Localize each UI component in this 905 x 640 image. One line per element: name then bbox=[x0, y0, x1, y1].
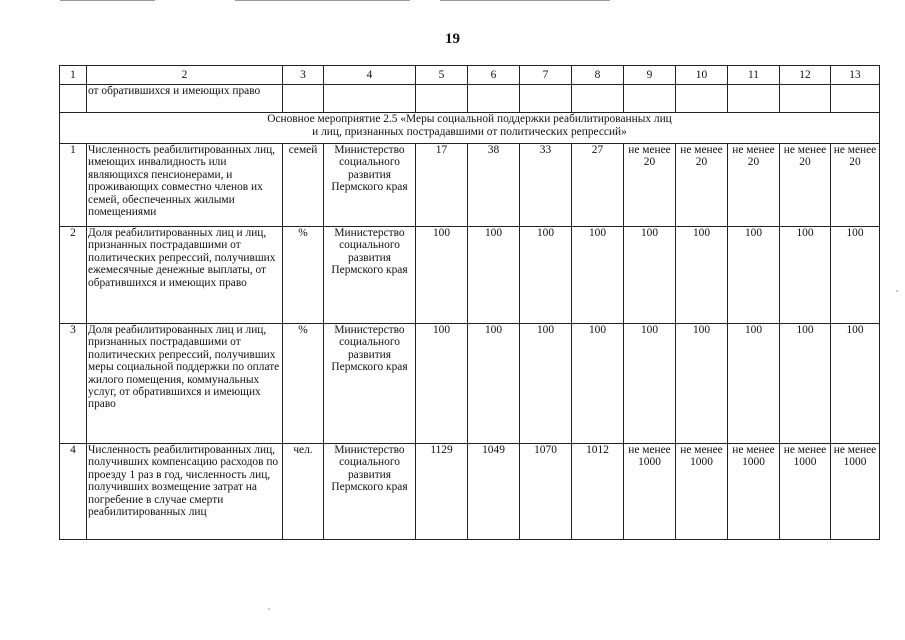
value-cell: 100 bbox=[468, 324, 520, 444]
column-number-row bbox=[60, 66, 880, 85]
value-cell: 100 bbox=[624, 227, 676, 324]
section-header-row bbox=[60, 113, 880, 144]
row-number: 3 bbox=[60, 324, 87, 444]
value-cell: 100 bbox=[728, 227, 780, 324]
value-cell: 100 bbox=[676, 227, 728, 324]
column-number-cell: 12 bbox=[780, 66, 831, 85]
value-cell: 38 bbox=[468, 144, 520, 227]
value-cell: 100 bbox=[468, 227, 520, 324]
value-cell: 100 bbox=[728, 324, 780, 444]
value-cell: 100 bbox=[572, 227, 624, 324]
value-cell: не менее 1000 bbox=[676, 444, 728, 540]
column-number-cell: 9 bbox=[624, 66, 676, 85]
indicator-name: Численность реабилитированных лиц, получивших компенсацию расходов по проезду 1 раз в год, численность лиц, получивших возмещение затрат на погребение в случае смерти реабилитированных лиц bbox=[87, 444, 283, 540]
section-header-line1: Основное мероприятие 2.5 «Меры социальной поддержки реабилитированных лиц bbox=[267, 113, 672, 125]
table-row bbox=[60, 324, 880, 444]
responsible-cell: Министерство социального развития Пермского края bbox=[324, 227, 416, 324]
empty-cell bbox=[728, 85, 780, 113]
value-cell: 100 bbox=[831, 324, 880, 444]
value-cell: 1070 bbox=[520, 444, 572, 540]
indicator-name: Доля реабилитированных лиц и лиц, признанных пострадавшими от политических репрессий, получивших ежемесячные денежные выплаты, от обратившихся и имеющих право bbox=[87, 227, 283, 324]
empty-cell bbox=[60, 85, 87, 113]
unit-cell: % bbox=[283, 227, 324, 324]
scan-top-rule-middle bbox=[235, 0, 410, 1]
indicators-table bbox=[59, 65, 880, 540]
table-row bbox=[60, 144, 880, 227]
indicator-name: Численность реабилитированных лиц, имеющих инвалидность или являющихся пенсионерами, и проживающих совместно членов их семей, обеспеченных жилыми помещениями bbox=[87, 144, 283, 227]
scan-top-rule-left bbox=[60, 0, 155, 1]
value-cell: не менее 1000 bbox=[780, 444, 831, 540]
value-cell: не менее 1000 bbox=[624, 444, 676, 540]
value-cell: 100 bbox=[572, 324, 624, 444]
value-cell: 100 bbox=[624, 324, 676, 444]
empty-cell bbox=[572, 85, 624, 113]
scan-speck bbox=[896, 290, 898, 292]
value-cell: 1049 bbox=[468, 444, 520, 540]
empty-cell bbox=[416, 85, 468, 113]
unit-cell: чел. bbox=[283, 444, 324, 540]
column-number-cell: 6 bbox=[468, 66, 520, 85]
section-header bbox=[60, 113, 880, 144]
responsible-cell: Министерство социального развития Пермского края bbox=[324, 144, 416, 227]
value-cell: 100 bbox=[520, 324, 572, 444]
value-cell: не менее 1000 bbox=[728, 444, 780, 540]
column-number-cell: 5 bbox=[416, 66, 468, 85]
value-cell: 1012 bbox=[572, 444, 624, 540]
unit-cell: семей bbox=[283, 144, 324, 227]
table-row bbox=[60, 227, 880, 324]
responsible-cell: Министерство социального развития Пермского края bbox=[324, 324, 416, 444]
value-cell: 100 bbox=[676, 324, 728, 444]
value-cell: 100 bbox=[416, 324, 468, 444]
value-cell: 100 bbox=[780, 324, 831, 444]
value-cell: 17 bbox=[416, 144, 468, 227]
value-cell: не менее 1000 bbox=[831, 444, 880, 540]
table-row bbox=[60, 444, 880, 540]
column-number-cell: 10 bbox=[676, 66, 728, 85]
value-cell: не менее 20 bbox=[676, 144, 728, 227]
column-number-cell: 1 bbox=[60, 66, 87, 85]
continuation-row bbox=[60, 85, 880, 113]
empty-cell bbox=[283, 85, 324, 113]
column-number-cell: 7 bbox=[520, 66, 572, 85]
value-cell: не менее 20 bbox=[780, 144, 831, 227]
column-number-cell: 11 bbox=[728, 66, 780, 85]
row-number: 2 bbox=[60, 227, 87, 324]
value-cell: 27 bbox=[572, 144, 624, 227]
value-cell: 100 bbox=[520, 227, 572, 324]
section-header-line2: и лиц, признанных пострадавшими от политических репрессий» bbox=[312, 125, 627, 138]
empty-cell bbox=[624, 85, 676, 113]
column-number-cell: 3 bbox=[283, 66, 324, 85]
value-cell: 33 bbox=[520, 144, 572, 227]
empty-cell bbox=[468, 85, 520, 113]
column-number-cell: 13 bbox=[831, 66, 880, 85]
scan-top-rule-right bbox=[440, 0, 610, 1]
row-number: 1 bbox=[60, 144, 87, 227]
indicator-name: Доля реабилитированных лиц и лиц, признанных пострадавшими от политических репрессий, получивших меры социальной поддержки по оплате жилого помещения, коммунальных услуг, от обратившихся и имеющих право bbox=[87, 324, 283, 444]
value-cell: не менее 20 bbox=[624, 144, 676, 227]
column-number-cell: 2 bbox=[87, 66, 283, 85]
value-cell: 100 bbox=[780, 227, 831, 324]
responsible-cell: Министерство социального развития Пермского края bbox=[324, 444, 416, 540]
value-cell: 100 bbox=[416, 227, 468, 324]
value-cell: 100 bbox=[831, 227, 880, 324]
value-cell: 1129 bbox=[416, 444, 468, 540]
unit-cell: % bbox=[283, 324, 324, 444]
value-cell: не менее 20 bbox=[831, 144, 880, 227]
column-number-cell: 4 bbox=[324, 66, 416, 85]
empty-cell bbox=[780, 85, 831, 113]
continuation-text: от обратившихся и имеющих право bbox=[87, 85, 283, 113]
empty-cell bbox=[520, 85, 572, 113]
value-cell: не менее 20 bbox=[728, 144, 780, 227]
page-number: 19 bbox=[445, 31, 460, 47]
column-number-cell: 8 bbox=[572, 66, 624, 85]
scan-speck bbox=[268, 608, 270, 610]
empty-cell bbox=[324, 85, 416, 113]
empty-cell bbox=[831, 85, 880, 113]
empty-cell bbox=[676, 85, 728, 113]
row-number: 4 bbox=[60, 444, 87, 540]
